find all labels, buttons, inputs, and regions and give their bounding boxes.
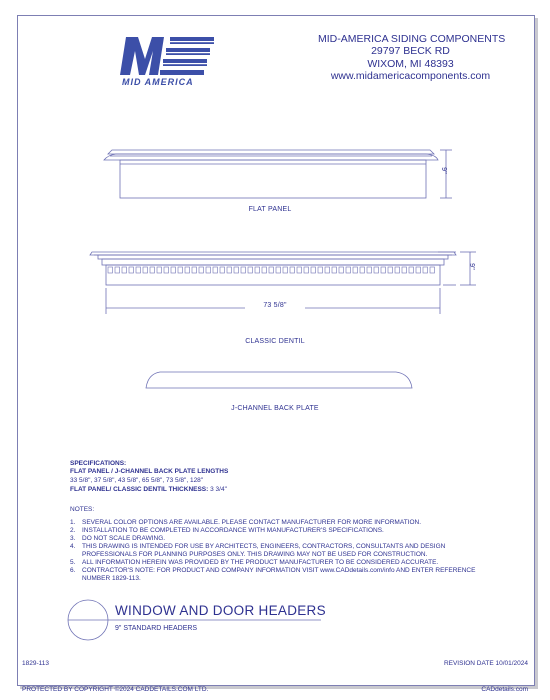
dentil-block [311,267,316,273]
dentil-block [199,267,204,273]
dentil-block [276,267,281,273]
company-address: 29797 BECK RD [371,45,450,58]
company-website[interactable]: www.midamericacomponents.com [330,70,491,83]
back-plate-label: J-CHANNEL BACK PLATE [231,405,319,412]
flat-panel-drawing [90,140,470,202]
note-item: 6. CONTRACTOR'S NOTE: FOR PRODUCT AND COMPANY INFORMATION VISIT www.CADdetails.com/info AND ENTER REFERENCE NUMBER 1829-113. [70,567,476,582]
dentil-block [227,267,232,273]
thickness-label: FLAT PANEL/ CLASSIC DENTIL THICKNESS: [70,486,209,493]
dentil-block [108,267,113,273]
dentil-block [164,267,169,273]
dentil-block [297,267,302,273]
dentil-block [318,267,323,273]
thickness-line [70,486,227,494]
reference-number: 1829-113 [22,660,49,667]
dentil-block [388,267,393,273]
note-item: 1. SEVERAL COLOR OPTIONS ARE AVAILABLE. PLEASE CONTACT MANUFACTURER FOR MORE INFORMATION. [70,519,422,526]
dentil-block [290,267,295,273]
dentil-block [171,267,176,273]
width-dimension: 73 5/8" [245,302,305,309]
dentil-block [262,267,267,273]
back-plate-drawing [140,368,420,392]
dentil-block [157,267,162,273]
dentil-block [122,267,127,273]
dentil-block [416,267,421,273]
lengths-heading: FLAT PANEL / J-CHANNEL BACK PLATE LENGTHS [70,468,229,475]
dentil-block [367,267,372,273]
flat-panel-label: FLAT PANEL [248,206,292,213]
note-item: 5. ALL INFORMATION HEREIN WAS PROVIDED BY THE PRODUCT MANUFACTURER TO BE CONSIDERED ACCURATE. [70,559,439,566]
dentil-block [395,267,400,273]
drawing-sheet [17,15,535,686]
drawing-title: WINDOW AND DOOR HEADERS [115,603,326,618]
dentil-block [248,267,253,273]
dentil-block [143,267,148,273]
specifications-heading: SPECIFICATIONS: [70,460,127,467]
company-name: MID-AMERICA SIDING COMPONENTS [318,33,506,45]
mid-america-logo [118,33,218,91]
note-item: 4. THIS DRAWING IS INTENDED FOR USE BY ARCHITECTS, ENGINEERS, CONTRACTORS, CONSULTANTS AND DESIGN PROFESSIONALS FOR PLANNING PURPOSES ONLY. THIS DRAWING MAY NOT BE USED FOR CONSTRUCTION. [70,543,446,558]
dentil-block [220,267,225,273]
flat-panel-height-dim: 9" [439,167,447,174]
copyright: PROTECTED BY COPYRIGHT ©2024 CADDETAILS.COM LTD. [22,686,209,693]
company-city: WIXOM, MI 48393 [367,57,454,70]
dentil-block [409,267,414,273]
dentil-block [381,267,386,273]
dentil-block [206,267,211,273]
dentil-block [150,267,155,273]
classic-dentil-label: CLASSIC DENTIL [245,338,305,345]
dentil-block [234,267,239,273]
dentil-block [283,267,288,273]
logo-text: MID AMERICA [122,77,194,87]
dentil-block [332,267,337,273]
company-info [318,33,506,83]
dentil-block [178,267,183,273]
dentil-block [129,267,134,273]
dentil-block [402,267,407,273]
classic-dentil-height-dim: 9" [467,263,475,270]
dentil-block [255,267,260,273]
dentil-block [353,267,358,273]
dentil-block [346,267,351,273]
dentil-block [136,267,141,273]
note-item: 3. DO NOT SCALE DRAWING. [70,535,166,542]
dentil-block [185,267,190,273]
dentil-block [430,267,435,273]
dentil-block [360,267,365,273]
dentil-block [115,267,120,273]
dentil-block [374,267,379,273]
dentil-block [269,267,274,273]
dentil-block [325,267,330,273]
revision-date: REVISION DATE 10/01/2024 [443,660,528,667]
dentil-block [339,267,344,273]
note-item: 2. INSTALLATION TO BE COMPLETED IN ACCORDANCE WITH MANUFACTURER'S SPECIFICATIONS. [70,527,384,534]
dentil-block [213,267,218,273]
thickness-value: 3 3/4" [210,486,227,493]
dentil-block [423,267,428,273]
drawing-subtitle: 9" STANDARD HEADERS [115,625,198,632]
dentil-block [192,267,197,273]
dentil-block [304,267,309,273]
lengths-values: 33 5/8", 37 5/8", 43 5/8", 65 5/8", 73 5/8", 128" [70,477,204,484]
dentil-block [241,267,246,273]
notes-list [70,519,490,583]
caddetails-brand[interactable]: CADdetails.com [481,686,528,693]
